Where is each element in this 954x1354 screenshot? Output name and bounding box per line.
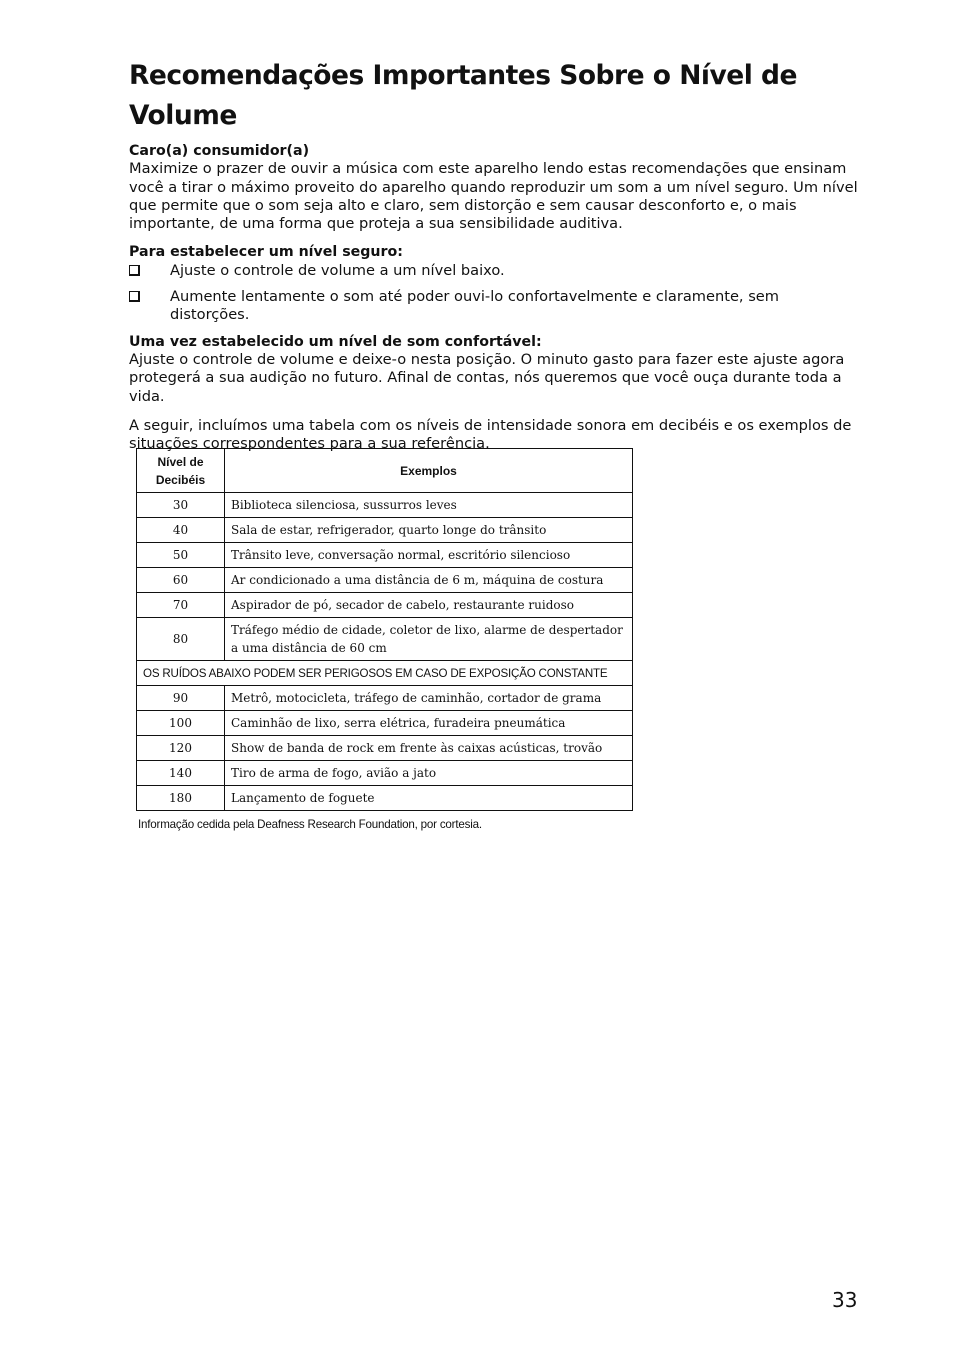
table-row (137, 543, 633, 568)
list-item-text: Aumente lentamente o som até poder ouvi-lo confortavelmente e claramente, sem distorções. (170, 288, 780, 324)
intro-section (129, 142, 859, 233)
page-number: 33 (832, 1288, 858, 1312)
list-item-text: Ajuste o controle de volume a um nível baixo. (170, 261, 505, 279)
db-cell: 180 (137, 786, 225, 811)
db-cell: 140 (137, 761, 225, 786)
db-cell: 100 (137, 711, 225, 736)
table-header-row (137, 449, 633, 493)
comfortable-text: Ajuste o controle de volume e deixe-o nesta posição. O minuto gasto para fazer este ajuste agora protegerá a sua audição no futuro. Afinal de contas, nós queremos que você ouça durante toda a vida. (129, 350, 845, 405)
header-level (137, 449, 225, 493)
table-row (137, 786, 633, 811)
table-row (137, 568, 633, 593)
table-row (137, 518, 633, 543)
example-cell: Ar condicionado a uma distância de 6 m, máquina de costura (225, 568, 633, 593)
example-cell: Metrô, motocicleta, tráfego de caminhão, cortador de grama (225, 686, 633, 711)
comfortable-heading: Uma vez estabelecido um nível de som confortável: (129, 333, 542, 350)
safe-level-section (129, 243, 859, 324)
warning-row (137, 661, 633, 686)
table-row (137, 736, 633, 761)
db-cell: 30 (137, 493, 225, 518)
example-cell: Tiro de arma de fogo, avião a jato (225, 761, 633, 786)
table-row (137, 711, 633, 736)
example-cell: Lançamento de foguete (225, 786, 633, 811)
warning-cell: OS RUÍDOS ABAIXO PODEM SER PERIGOSOS EM CASO DE EXPOSIÇÃO CONSTANTE (137, 661, 633, 686)
list-item (129, 288, 859, 325)
db-cell: 50 (137, 543, 225, 568)
example-cell: Biblioteca silenciosa, sussurros leves (225, 493, 633, 518)
safe-level-heading: Para estabelecer um nível seguro: (129, 244, 403, 261)
table-credit: Informação cedida pela Deafness Research Foundation, por cortesia. (138, 818, 482, 831)
table-intro: A seguir, incluímos uma tabela com os níveis de intensidade sonora em decibéis e os exemplos de situações correspondentes para a sua referência. (129, 416, 852, 453)
example-cell: Sala de estar, refrigerador, quarto longe do trânsito (225, 518, 633, 543)
db-cell: 80 (137, 618, 225, 661)
example-cell: Caminhão de lixo, serra elétrica, furadeira pneumática (225, 711, 633, 736)
example-cell: Show de banda de rock em frente às caixas acústicas, trovão (225, 736, 633, 761)
checkbox-icon (129, 265, 140, 276)
document-page (129, 56, 859, 453)
header-examples: Exemplos (225, 449, 633, 493)
table-row (137, 618, 633, 661)
db-cell: 70 (137, 593, 225, 618)
header-level-line1: Nível de (157, 454, 204, 469)
table-row (137, 493, 633, 518)
page-title: Recomendações Importantes Sobre o Nível de Volume (129, 60, 797, 131)
table-row (137, 686, 633, 711)
example-cell: Trânsito leve, conversação normal, escritório silencioso (225, 543, 633, 568)
example-cell: Tráfego médio de cidade, coletor de lixo, alarme de despertador a uma distância de 60 cm (225, 618, 633, 661)
comfortable-section (129, 333, 859, 406)
table-row (137, 593, 633, 618)
db-cell: 40 (137, 518, 225, 543)
checkbox-icon (129, 291, 140, 302)
decibel-table-container (136, 448, 634, 831)
intro-text: Maximize o prazer de ouvir a música com este aparelho lendo estas recomendações que ensinam você a tirar o máximo proveito do aparelho quando reproduzir um som a um nível seguro. Um nível que permite que o som seja alto e claro, sem distorção e sem causar desconforto e, o mais importante, de uma forma que proteja a sua sensibilidade auditiva. (129, 160, 858, 233)
db-cell: 60 (137, 568, 225, 593)
header-level-line2: Decibéis (155, 472, 206, 487)
table-body (137, 493, 633, 811)
list-item (129, 262, 859, 280)
safe-level-list (129, 262, 859, 325)
db-cell: 90 (137, 686, 225, 711)
table-row (137, 761, 633, 786)
example-cell: Aspirador de pó, secador de cabelo, restaurante ruidoso (225, 593, 633, 618)
decibel-table (136, 448, 633, 811)
db-cell: 120 (137, 736, 225, 761)
intro-heading: Caro(a) consumidor(a) (129, 143, 310, 159)
